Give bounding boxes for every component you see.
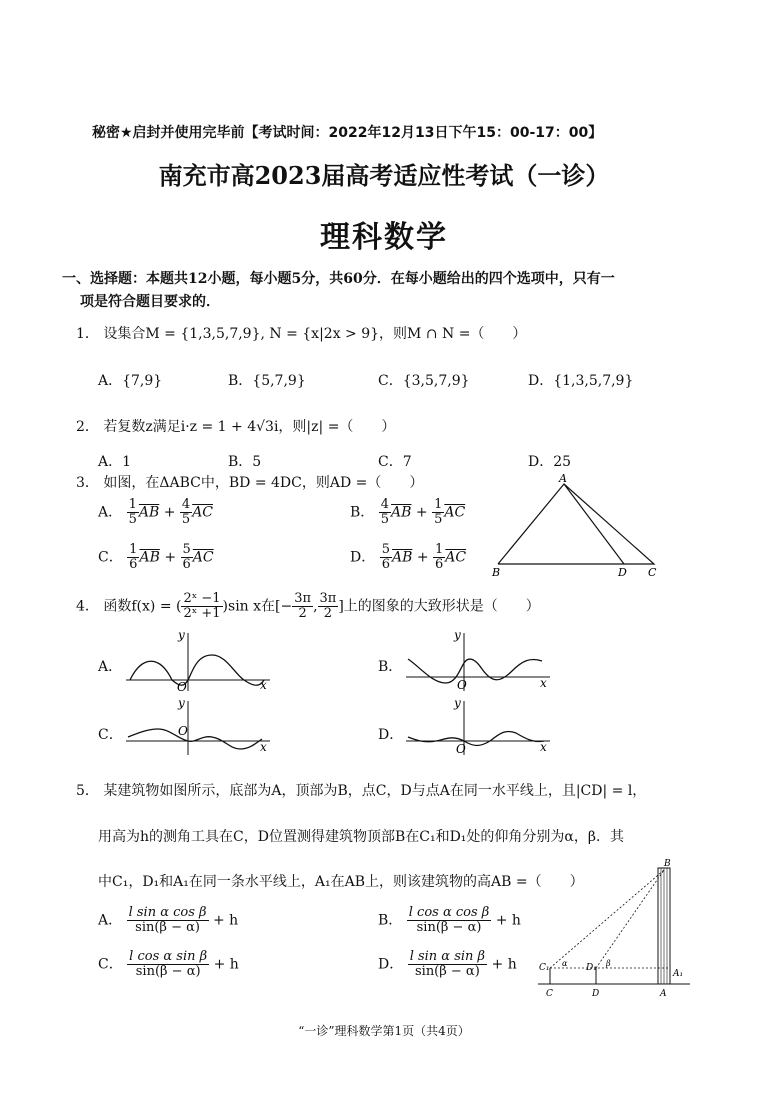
- label-a1: A₁: [673, 969, 684, 979]
- graph-b: [402, 627, 562, 693]
- label-b: B: [492, 566, 501, 579]
- origin-label: O: [178, 724, 188, 738]
- curve-a: [130, 655, 264, 685]
- label-alpha: α: [562, 959, 568, 968]
- question-3-stem: 如图，在ΔABC中，BD = 4DC，则AD =（ ）: [103, 475, 424, 491]
- y-label: y: [454, 628, 461, 642]
- q4-bound-left: $\frac{3\pi}{2}$: [294, 591, 312, 621]
- label-d1: D₁: [586, 963, 597, 973]
- subject-title: 理科数学: [320, 220, 448, 255]
- q3-b-label: B．: [350, 504, 375, 521]
- sight-line-c1: [550, 870, 664, 968]
- q2-option-d: D．25: [528, 454, 572, 470]
- q3-b-frac2: $\frac{1}{5}$: [434, 497, 443, 527]
- q3-d-frac2: $\frac{1}{6}$: [435, 542, 444, 572]
- q1-option-d: D．{1,3,5,7,9}: [528, 373, 634, 389]
- q4-bound-right: $\frac{3\pi}{2}$: [319, 591, 337, 621]
- q1-option-b: B．{5,7,9}: [228, 373, 306, 389]
- question-3: [76, 472, 423, 492]
- q3-a-label: A．: [98, 504, 123, 521]
- q3-option-b: B． $\frac{4}{5}$ $\overline{AB}$ + $\frac{1}{5}$ $\overline{AC}$: [350, 497, 466, 527]
- question-1-stem: 设集合M = {1,3,5,7,9}, N = {x|2x > 9}，则M ∩ N =（ ）: [103, 326, 527, 342]
- q3-option-a: A． $\frac{1}{5}$ $\overline{AB}$ + $\frac{4}{5}$ $\overline{AC}$: [98, 497, 214, 527]
- origin-label: O: [456, 742, 466, 756]
- label-c: C: [648, 566, 657, 579]
- q5-option-c: C． $\frac{\text{l cos α sin β}}{\sin(\beta - \alpha)}$ + h: [98, 949, 239, 979]
- question-3-number: 3．: [76, 475, 99, 491]
- label-beta: β: [606, 959, 611, 968]
- label-b: B: [664, 859, 671, 869]
- x-label: x: [260, 740, 267, 754]
- curve-b: [408, 659, 542, 683]
- section-line-1: 一、选择题：本题共12小题，每小题5分，共60分．在每小题给出的四个选项中，只有一: [62, 271, 615, 287]
- building-figure: [530, 856, 700, 1002]
- origin-label: O: [457, 678, 467, 692]
- q3-d-label: D．: [350, 549, 376, 566]
- curve-c: [128, 729, 262, 749]
- question-2-number: 2．: [76, 419, 99, 435]
- q5-option-b: B． $\frac{\text{l cos α cos β}}{\sin(\beta - \alpha)}$ + h: [378, 905, 521, 935]
- q3-a-frac1: $\frac{1}{5}$: [128, 497, 137, 527]
- triangle-figure: [488, 472, 668, 582]
- question-5-line-2: 用高为h的测角工具在C，D位置测得建筑物顶部B在C₁和D₁处的仰角分别为α，β．其: [98, 829, 624, 845]
- question-4-number: 4．: [76, 598, 99, 615]
- graph-d: [402, 695, 562, 757]
- question-4: 4． 函数f(x) = ( $\frac{\text{2ˣ −1}}{\text{2ˣ +1}}$ )sin x在[− $\frac{3\pi}{2}$ , $\frac{3\pi}{2}$ ]上的图象的大致形状是（ ）: [76, 591, 540, 621]
- label-a: A: [660, 989, 667, 999]
- exam-title: 南充市高2023届高考适应性考试（一诊）: [158, 161, 610, 190]
- origin-label: O: [177, 680, 187, 693]
- q3-option-d: D． $\frac{5}{6}$ $\overline{AB}$ + $\frac{1}{6}$ $\overline{AC}$: [350, 542, 467, 572]
- q2-option-b: B．5: [228, 454, 262, 470]
- x-label: x: [540, 676, 547, 690]
- label-c: C: [546, 989, 553, 999]
- q2-option-a: A．1: [98, 454, 132, 470]
- q4-option-a-label: A．: [98, 659, 123, 675]
- question-2-stem: 若复数z满足i·z = 1 + 4√3i，则|z| =（ ）: [103, 419, 396, 435]
- q1-option-c: C．{3,5,7,9}: [378, 373, 470, 389]
- y-label: y: [454, 696, 461, 710]
- label-d: D: [618, 566, 627, 579]
- y-label: y: [178, 628, 185, 642]
- segment-ad: [564, 484, 624, 564]
- q3-c-label: C．: [98, 549, 123, 566]
- q3-c-frac1: $\frac{1}{6}$: [129, 542, 138, 572]
- q5-b-frac: $\frac{\text{l cos α cos β}}{\sin(\beta - \alpha)}$: [408, 905, 490, 935]
- q3-a-frac2: $\frac{4}{5}$: [181, 497, 191, 527]
- section-line-2: 项是符合题目要求的．: [80, 294, 220, 310]
- triangle-abc: [498, 484, 654, 564]
- graph-c: [122, 695, 282, 757]
- q4-option-d-label: D．: [378, 727, 404, 743]
- q3-b-frac1: $\frac{4}{5}$: [380, 497, 390, 527]
- label-c1: C₁: [539, 963, 550, 973]
- q3-d-frac1: $\frac{5}{6}$: [381, 542, 390, 572]
- question-1: [76, 323, 526, 343]
- q5-c-frac: $\frac{\text{l cos α sin β}}{\sin(\beta - \alpha)}$: [129, 949, 208, 979]
- q4-option-b-label: B．: [378, 659, 403, 675]
- q5-a-frac: $\frac{\text{l sin α cos β}}{\sin(\beta - \alpha)}$: [128, 905, 207, 935]
- q3-c-frac2: $\frac{5}{6}$: [182, 542, 191, 572]
- question-2: [76, 416, 395, 436]
- q3-option-c: C． $\frac{1}{6}$ $\overline{AB}$ + $\frac{5}{6}$ $\overline{AC}$: [98, 542, 214, 572]
- label-d: D: [592, 989, 600, 999]
- y-label: y: [178, 696, 185, 710]
- label-a: A: [559, 472, 567, 485]
- question-1-number: 1．: [76, 326, 99, 342]
- q5-d-frac: $\frac{\text{l sin α sin β}}{\sin(\beta - \alpha)}$: [409, 949, 486, 979]
- q2-option-c: C．7: [378, 454, 412, 470]
- page-footer: “一诊”理科数学第1页（共4页）: [298, 1024, 470, 1038]
- q5-option-a: A． $\frac{\text{l sin α cos β}}{\sin(\beta - \alpha)}$ + h: [98, 905, 239, 935]
- question-5-line-3: 中C₁，D₁和A₁在同一条水平线上，A₁在AB上，则该建筑物的高AB =（ ）: [98, 874, 584, 890]
- section-heading: [62, 268, 712, 314]
- secret-note: 秘密★启封并使用完毕前【考试时间：2022年12月13日下午15：00-17：00】: [92, 125, 603, 141]
- q4-fraction: $\frac{\text{2ˣ −1}}{\text{2ˣ +1}}$: [183, 591, 221, 621]
- curve-d: [408, 731, 544, 745]
- question-5-number: 5．: [76, 783, 99, 799]
- x-label: x: [540, 740, 547, 754]
- question-5-line-1: 5． 某建筑物如图所示，底部为A，顶部为B，点C，D与点A在同一水平线上，且|CD| = l，: [76, 783, 647, 799]
- q4-option-c-label: C．: [98, 727, 123, 743]
- q1-option-a: A．{7,9}: [98, 373, 163, 389]
- x-label: x: [260, 678, 267, 692]
- q5-option-d: D． $\frac{\text{l sin α sin β}}{\sin(\beta - \alpha)}$ + h: [378, 949, 517, 979]
- sight-line-d1: [596, 870, 664, 968]
- graph-a: [122, 627, 282, 693]
